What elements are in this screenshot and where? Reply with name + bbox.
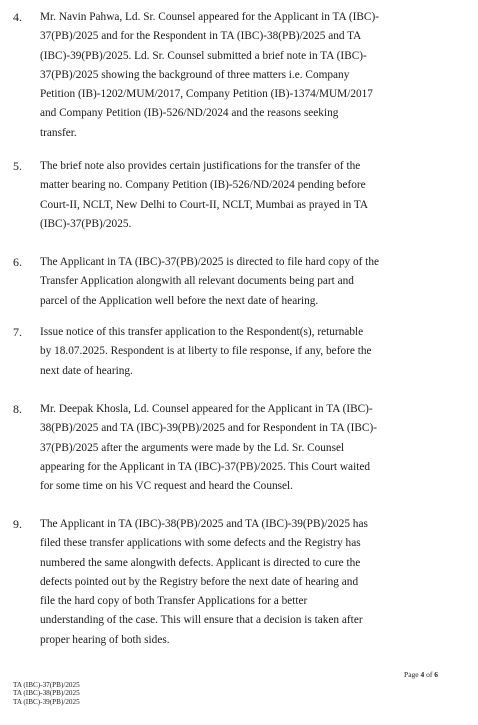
paragraph-text: The Applicant in TA (IBC)-37(PB)/2025 is directed to file hard copy of the Transfer Application alongwith all relevant documents being part and parcel of the Application well before the next date of hearing.	[40, 256, 379, 307]
paragraph-7	[13, 323, 438, 381]
paragraph-number: 5.	[13, 159, 22, 173]
case-number: TA (IBC)-38(PB)/2025	[13, 689, 80, 698]
page-total: 6	[434, 670, 438, 679]
page-current: 4	[420, 670, 425, 679]
paragraph-text: Mr. Deepak Khosla, Ld. Counsel appeared for the Applicant in TA (IBC)- 38(PB)/2025 and TA (IBC)-39(PB)/2025 and for Respondent in TA (IBC)- 37(PB)/2025 after the arguments were made by the Ld. Sr. Counsel appearing for the Applicant in TA (IBC)-37(PB)/2025. This Court waited for some time on his VC request and heard the Counsel.	[40, 403, 377, 493]
page-of: of	[426, 670, 433, 679]
paragraph-number: 8.	[13, 402, 22, 416]
paragraph-number: 6.	[13, 255, 22, 269]
paragraph-number: 4.	[13, 10, 22, 24]
paragraph-text: The brief note also provides certain justifications for the transfer of the matter bearing no. Company Petition (IB)-526/ND/2024 pending before Court-II, NCLT, New Delhi to Court-II, NCLT, Mumbai as prayed in TA (IBC)-37(PB)/2025.	[40, 160, 369, 230]
case-number: TA (IBC)-37(PB)/2025	[13, 681, 80, 689]
paragraph-number: 9.	[13, 517, 22, 531]
page-label: Page	[404, 670, 419, 679]
paragraph-9	[13, 515, 438, 650]
paragraph-text: Issue notice of this transfer application to the Respondent(s), returnable by 18.07.2025. Respondent is at liberty to file response, if any, before the next date of hearing.	[40, 326, 372, 377]
paragraph-number: 7.	[13, 325, 22, 339]
case-number: TA (IBC)-39(PB)/2025	[13, 697, 80, 706]
paragraph-text: The Applicant in TA (IBC)-38(PB)/2025 and TA (IBC)-39(PB)/2025 has filed these transfer applications with some defects and the Registry has numbered the same alongwith defects. Applicant is directed to cure the defects pointed out by the Registry before the next date of hearing and file the hard copy of both Transfer Applications for a better understanding of the case. This will ensure that a decision is taken after proper hearing of both sides.	[40, 518, 368, 646]
paragraph-5	[13, 157, 438, 234]
paragraph-8	[13, 400, 438, 496]
paragraph-text: Mr. Navin Pahwa, Ld. Sr. Counsel appeared for the Applicant in TA (IBC)- 37(PB)/2025 and for the Respondent in TA (IBC)-38(PB)/2025 and TA (IBC)-39(PB)/2025. Ld. Sr. Counsel submitted a brief note in TA (IBC)- 37(PB)/2025 showing the background of three matters i.e. Company Petition (IB)-1202/MUM/2017, Company Petition (IB)-1374/MUM/2017 and Company Petition (IB)-526/ND/2024 and the reasons seeking transfer.	[40, 11, 379, 139]
page-number	[404, 670, 438, 680]
footer-case-numbers	[13, 681, 80, 706]
paragraph-4	[13, 8, 438, 143]
paragraph-6	[13, 253, 438, 311]
